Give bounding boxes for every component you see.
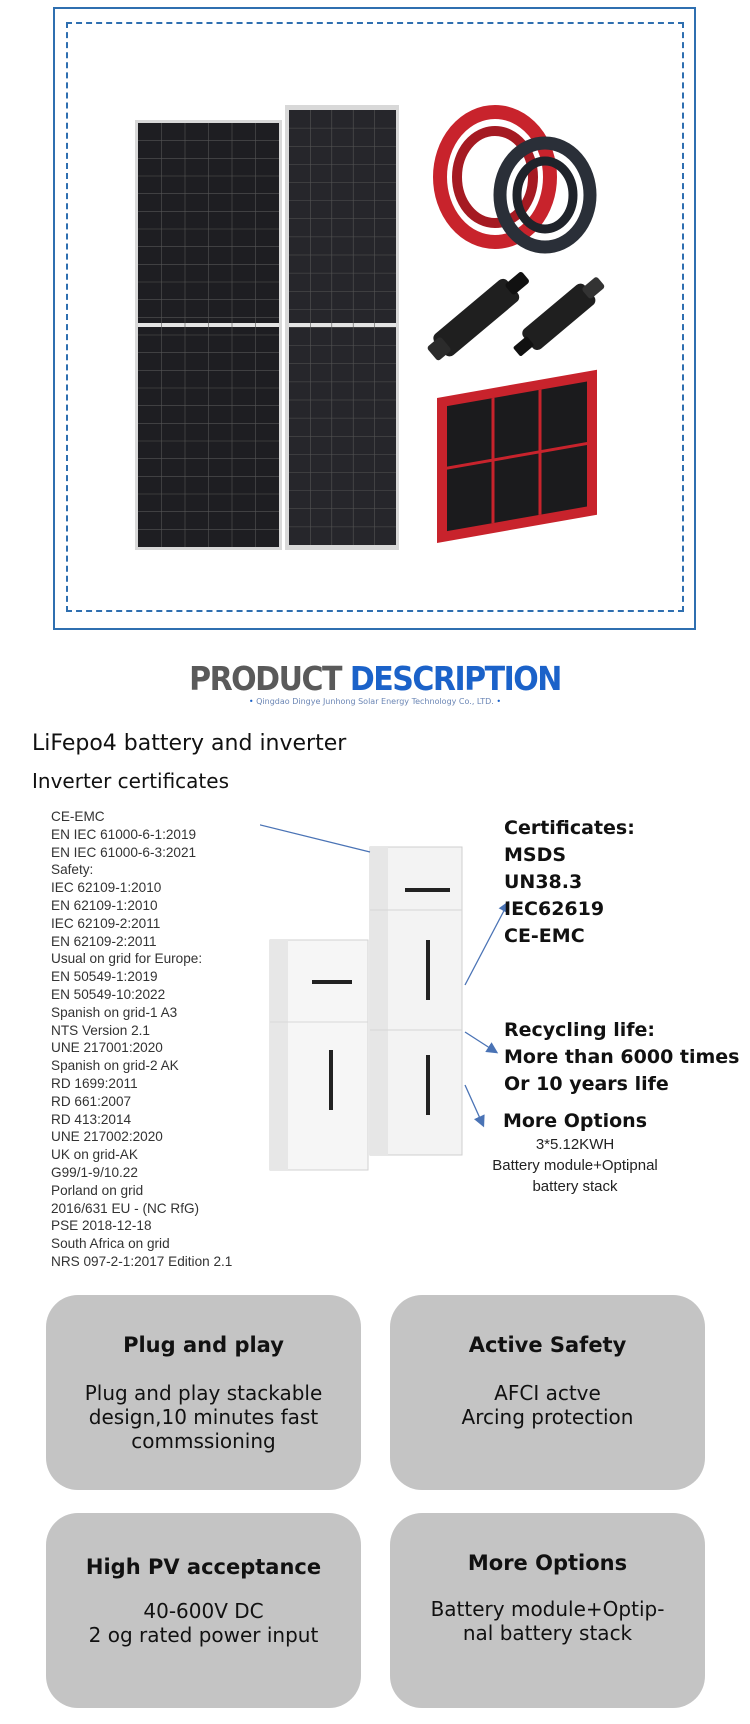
battery-short-stack bbox=[270, 940, 368, 1170]
bullet-icon: • bbox=[248, 697, 254, 706]
card-title: Active Safety bbox=[468, 1333, 627, 1357]
certificate-item: EN IEC 61000-6-3:2021 bbox=[51, 844, 197, 860]
more-options-note bbox=[480, 1108, 670, 1197]
recycling-life bbox=[504, 1017, 740, 1098]
battery-certificates bbox=[504, 815, 635, 950]
mini-solar-panel-image bbox=[437, 370, 597, 543]
card-line: AFCI actve bbox=[494, 1381, 601, 1405]
certificate-item: CE-EMC bbox=[51, 809, 105, 824]
arrow-icon bbox=[260, 815, 370, 852]
card-line: commssioning bbox=[131, 1429, 276, 1453]
battery-tall-stack bbox=[370, 847, 462, 1155]
sub-heading: Inverter certificates bbox=[32, 769, 230, 793]
certificate-item: Safety: bbox=[51, 862, 94, 878]
certificate-item: RD 1699:2011 bbox=[51, 1075, 138, 1091]
mc4-connector-image bbox=[423, 265, 609, 365]
certificate-item: UNE 217001:2020 bbox=[51, 1040, 163, 1056]
company-name: Qingdao Dingye Junhong Solar Energy Technology Co., LTD. bbox=[256, 697, 494, 706]
card-title: High PV acceptance bbox=[85, 1555, 322, 1579]
card-line: 40-600V DC bbox=[143, 1599, 264, 1623]
more-options-line: Battery module+Optipnal bbox=[492, 1157, 658, 1174]
arrow-icon bbox=[465, 1032, 496, 1052]
inverter-certificate-list bbox=[51, 808, 232, 1271]
more-options-line: battery stack bbox=[532, 1178, 618, 1195]
card-line: Plug and play stackable bbox=[84, 1381, 323, 1405]
certificate-item: IEC 62109-1:2010 bbox=[51, 880, 162, 896]
certificate-item: EN IEC 61000-6-1:2019 bbox=[51, 826, 197, 842]
recycling-line: Or 10 years life bbox=[504, 1073, 669, 1095]
certificate-item: EN 62109-2:2011 bbox=[51, 933, 157, 949]
more-options-title: More Options bbox=[502, 1110, 648, 1132]
battery-cert-line: IEC62619 bbox=[504, 898, 605, 920]
certificate-item: NTS Version 2.1 bbox=[51, 1022, 150, 1038]
card-line: nal battery stack bbox=[462, 1621, 633, 1645]
section-title-blue: DESCRIPTION bbox=[349, 660, 561, 699]
certificate-item: RD 413:2014 bbox=[51, 1111, 132, 1127]
certificate-item: Spanish on grid-1 A3 bbox=[51, 1004, 178, 1020]
certificate-item: Usual on grid for Europe: bbox=[51, 951, 203, 967]
recycling-line: More than 6000 times bbox=[504, 1046, 740, 1068]
card-line: 2 og rated power input bbox=[88, 1623, 319, 1647]
card-line: Arcing protection bbox=[461, 1405, 634, 1429]
feature-card-active-safety bbox=[390, 1295, 705, 1490]
card-line: Battery module+Optip- bbox=[430, 1597, 665, 1621]
card-title: More Options bbox=[467, 1551, 628, 1575]
certificate-item: Spanish on grid-2 AK bbox=[51, 1058, 179, 1074]
certificate-item: RD 661:2007 bbox=[51, 1093, 132, 1109]
certificate-item: G99/1-9/10.22 bbox=[51, 1164, 138, 1180]
section-title-dark: PRODUCT bbox=[189, 660, 341, 699]
certificate-item: EN 50549-1:2019 bbox=[51, 969, 158, 985]
recycling-line: Recycling life: bbox=[504, 1019, 655, 1041]
certificate-item: South Africa on grid bbox=[51, 1236, 170, 1252]
arrow-icon bbox=[465, 903, 508, 985]
battery-cert-line: Certificates: bbox=[504, 817, 635, 839]
card-description bbox=[400, 1381, 695, 1429]
certificate-item: EN 50549-10:2022 bbox=[51, 986, 166, 1002]
bullet-icon: • bbox=[496, 697, 502, 706]
feature-card-high-pv-acceptance bbox=[46, 1513, 361, 1708]
feature-card-plug-and-play bbox=[46, 1295, 361, 1490]
certificate-item: Porland on grid bbox=[51, 1182, 144, 1198]
certificate-item: IEC 62109-2:2011 bbox=[51, 915, 161, 931]
certificate-item: EN 62109-1:2010 bbox=[51, 897, 158, 913]
card-description bbox=[56, 1381, 351, 1453]
certificate-item: PSE 2018-12-18 bbox=[51, 1218, 152, 1234]
certificate-item: UK on grid-AK bbox=[51, 1147, 138, 1163]
card-line: design,10 minutes fast bbox=[88, 1405, 319, 1429]
section-title bbox=[0, 660, 750, 699]
battery-cert-line: UN38.3 bbox=[504, 871, 583, 893]
card-description bbox=[400, 1597, 695, 1645]
main-heading: LiFepo4 battery and inverter bbox=[32, 731, 347, 756]
battery-cert-line: MSDS bbox=[504, 844, 567, 866]
more-options-line: 3*5.12KWH bbox=[535, 1136, 615, 1153]
certificate-item: NRS 097-2-1:2017 Edition 2.1 bbox=[51, 1253, 233, 1269]
feature-card-more-options bbox=[390, 1513, 705, 1708]
certificate-item: UNE 217002:2020 bbox=[51, 1129, 163, 1145]
card-title: Plug and play bbox=[123, 1333, 284, 1357]
certificate-item: 2016/631 EU - (NC RfG) bbox=[51, 1200, 200, 1216]
battery-cert-line: CE-EMC bbox=[504, 925, 585, 947]
product-image bbox=[0, 0, 750, 640]
pv-cable-image bbox=[440, 112, 590, 247]
card-description bbox=[56, 1599, 351, 1647]
company-subtitle bbox=[0, 697, 750, 706]
